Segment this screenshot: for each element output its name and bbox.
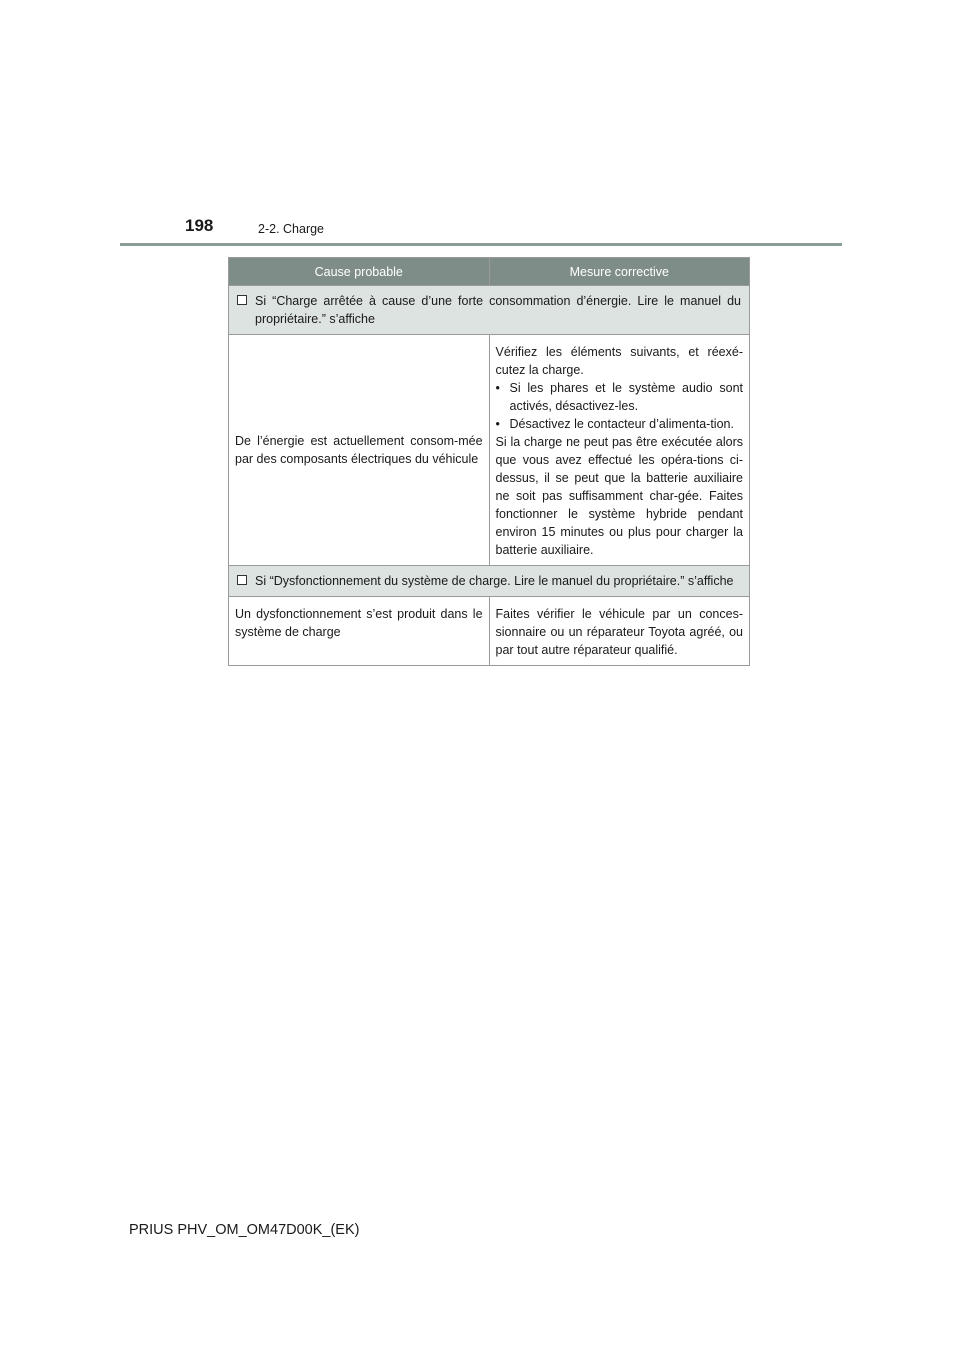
- cause-cell: De l’énergie est actuellement consom-mée par des composants électriques du véhicule: [229, 335, 490, 566]
- condition-text: Si “Dysfonctionnement du système de charge. Lire le manuel du propriétaire.” s’affiche: [255, 574, 734, 588]
- document-id: PRIUS PHV_OM_OM47D00K_(EK): [129, 1222, 360, 1238]
- condition-row: [229, 566, 750, 597]
- condition-row: [229, 286, 750, 335]
- table-row: [229, 335, 750, 566]
- condition-text: Si “Charge arrêtée à cause d’une forte consommation d’énergie. Lire le manuel du propriétaire.” s’affiche: [255, 294, 741, 326]
- remedy-cell: [489, 335, 749, 566]
- condition-cell: [229, 286, 750, 335]
- remedy-bullet: Si les phares et le système audio sont activés, désactivez-les.: [509, 381, 743, 413]
- section-title: 2-2. Charge: [258, 222, 325, 236]
- table-row: [229, 597, 750, 666]
- condition-cell: [229, 566, 750, 597]
- troubleshooting-table: [228, 257, 750, 666]
- bullet-icon: •: [495, 417, 500, 431]
- page-number: 198: [185, 216, 214, 235]
- cause-cell: Un dysfonctionnement s’est produit dans le système de charge: [229, 597, 490, 666]
- table-header-row: [229, 258, 750, 286]
- remedy-cell: Faites vérifier le véhicule par un conces-sionnaire ou un réparateur Toyota agréé, ou par tout autre réparateur qualifié.: [489, 597, 749, 666]
- bullet-icon: •: [495, 381, 500, 395]
- list-item: [496, 379, 743, 415]
- remedy-outro: Si la charge ne peut pas être exécutée alors que vous avez effectué les opéra-tions ci-dessus, il se peut que la batterie auxiliaire ne soit pas suffisamment char-gée. Faites fonctionner le système hybride pendant environ 15 minutes ou plus pour charger la batterie auxiliaire.: [495, 435, 743, 557]
- checkbox-icon: [237, 295, 247, 305]
- remedy-intro: Vérifiez les éléments suivants, et réexé-cutez la charge.: [495, 345, 743, 377]
- remedy-bullet: Désactivez le contacteur d’alimenta-tion.: [509, 417, 734, 431]
- column-header-cause: Cause probable: [229, 258, 490, 286]
- header-rule: [120, 243, 842, 246]
- list-item: [496, 415, 743, 433]
- checkbox-icon: [237, 575, 247, 585]
- column-header-remedy: Mesure corrective: [489, 258, 749, 286]
